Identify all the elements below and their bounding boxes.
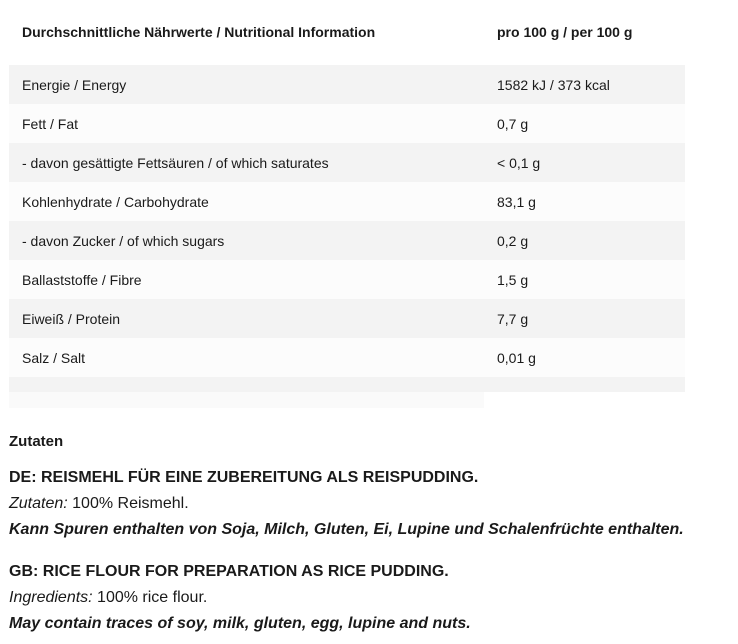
table-row [9,221,685,260]
ingredients-label-de: Zutaten: [9,495,68,512]
row-value: 0,01 g [497,349,536,366]
ingredients-de [9,465,684,543]
row-value: 1,5 g [497,271,529,288]
row-value: < 0,1 g [497,154,541,171]
ingredients-text-gb: 100% rice flour. [92,589,208,606]
table-footer-spacer [9,377,685,408]
table-row [9,143,685,182]
traces-de: Kann Spuren enthalten von Soja, Milch, Gluten, Ei, Lupine und Schalenfrüchte enthalten. [9,521,684,538]
table-row [9,104,685,143]
row-label: - davon gesättigte Fettsäuren / of which saturates [22,154,329,171]
zutaten-heading: Zutaten [9,433,64,450]
table-row [9,260,685,299]
product-title-de: DE: REISMEHL FÜR EINE ZUBEREITUNG ALS REISPUDDING. [9,469,479,486]
ingredients-label-gb: Ingredients: [9,589,93,606]
table-empty-row [9,392,484,408]
table-header [9,12,685,51]
table-row [9,338,685,377]
row-label: Ballaststoffe / Fibre [22,271,142,288]
row-label: Fett / Fat [22,115,79,132]
row-value: 0,2 g [497,232,529,249]
row-value: 83,1 g [497,193,536,210]
row-value: 7,7 g [497,310,529,327]
table-row [9,182,685,221]
row-label: Kohlenhydrate / Carbohydrate [22,193,209,210]
ingredients-line-gb [9,585,471,611]
header-per-100g: pro 100 g / per 100 g [497,23,633,40]
header-nutrient: Durchschnittliche Nährwerte / Nutritional Information [22,23,376,40]
nutrition-table [9,12,685,408]
product-title-gb: GB: RICE FLOUR FOR PREPARATION AS RICE PUDDING. [9,563,449,580]
row-value: 0,7 g [497,115,529,132]
ingredients-gb [9,559,471,637]
row-label: - davon Zucker / of which sugars [22,232,225,249]
row-label: Energie / Energy [22,76,127,93]
ingredients-line-de [9,491,684,517]
row-label: Eiweiß / Protein [22,310,121,327]
table-empty-row [9,377,685,392]
table-row [9,299,685,338]
ingredients-text-de: 100% Reismehl. [67,495,189,512]
table-row [9,65,685,104]
row-label: Salz / Salt [22,349,86,366]
traces-gb: May contain traces of soy, milk, gluten, egg, lupine and nuts. [9,615,471,632]
row-value: 1582 kJ / 373 kcal [497,76,610,93]
